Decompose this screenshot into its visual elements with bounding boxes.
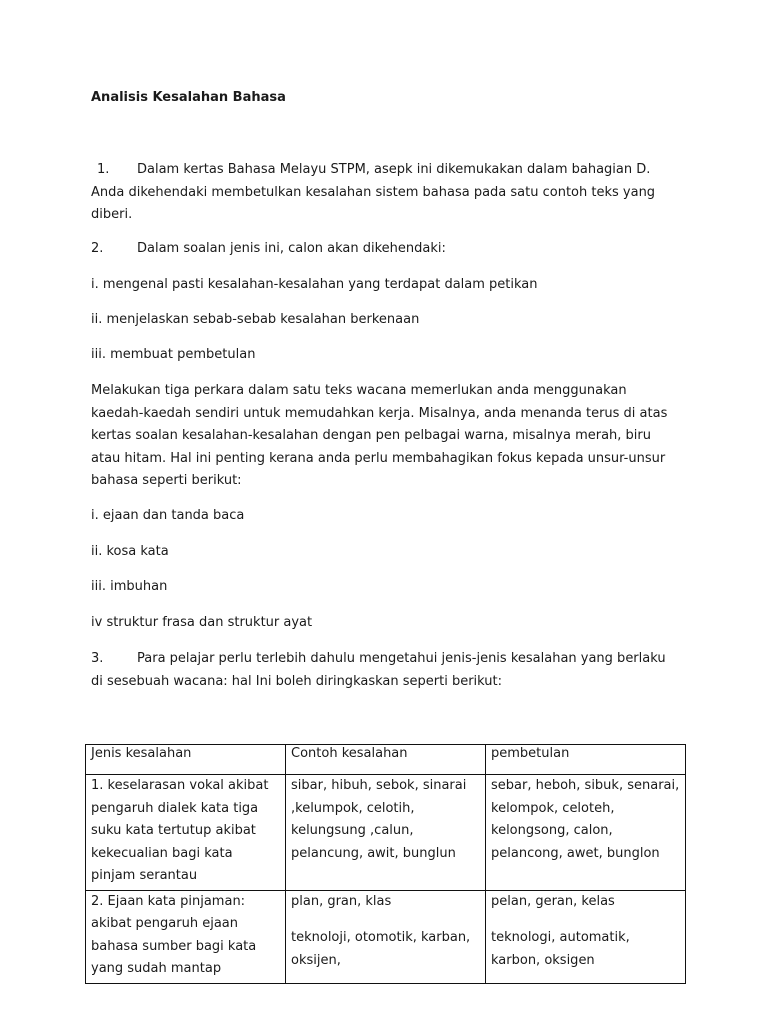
table-cell-line: plan, gran, klas — [291, 893, 392, 909]
paragraph-number: 2. — [91, 241, 104, 256]
table-header-cell: Contoh kesalahan — [286, 745, 486, 775]
table-row — [86, 775, 686, 891]
table-header-cell: pembetulan — [486, 745, 686, 775]
error-table — [85, 744, 686, 984]
paragraph-3: Melakukan tiga perkara dalam satu teks wacana memerlukan anda menggunakan kaedah-kaedah sendiri untuk memudahkan kerja. Misalnya, anda menanda terus di atas kertas soalan kesalahan-kesalahan dengan pen pelbagai warna, misalnya merah, biru atau hitam. Hal ini penting kerana anda perlu membahagikan fokus kepada unsur-unsur bahasa seperti berikut: — [91, 383, 668, 488]
list-item: i. mengenal pasti kesalahan-kesalahan yang terdapat dalam petikan — [91, 277, 538, 292]
list-item: ii. kosa kata — [91, 544, 169, 559]
table-cell-jenis: 2. Ejaan kata pinjaman: akibat pengaruh ejaan bahasa sumber bagi kata yang sudah mantap — [86, 890, 286, 983]
table-cell-line: teknoloji, otomotik, karban, oksijen, — [291, 930, 471, 968]
table-row — [86, 890, 686, 983]
list-item: i. ejaan dan tanda baca — [91, 508, 245, 523]
paragraph-1 — [91, 159, 681, 227]
paragraph-2 — [91, 238, 681, 261]
table-header-cell: Jenis kesalahan — [86, 745, 286, 775]
cell-spacer — [491, 913, 681, 927]
table-cell-contoh — [286, 890, 486, 983]
paragraph-4 — [91, 648, 681, 693]
paragraph-number: 3. — [91, 651, 104, 666]
cell-spacer — [291, 913, 481, 927]
table-cell-line: pelan, geran, kelas — [491, 893, 615, 909]
table-cell-line: teknologi, automatik, karbon, oksigen — [491, 930, 630, 968]
document-title: Analisis Kesalahan Bahasa — [91, 90, 286, 105]
list-item: ii. menjelaskan sebab-sebab kesalahan berkenaan — [91, 312, 420, 327]
list-item: iii. imbuhan — [91, 579, 168, 594]
table-cell-pembetulan — [486, 890, 686, 983]
table-header-row — [86, 745, 686, 775]
list-item: iv struktur frasa dan struktur ayat — [91, 615, 313, 630]
table-cell-contoh: sibar, hibuh, sebok, sinarai ,kelumpok, celotih, kelungsung ,calun, pelancung, awit, bunglun — [286, 775, 486, 891]
list-item: iii. membuat pembetulan — [91, 347, 256, 362]
table-cell-jenis: 1. keselarasan vokal akibat pengaruh dialek kata tiga suku kata tertutup akibat kekecualian bagi kata pinjam serantau — [86, 775, 286, 891]
paragraph-text: Para pelajar perlu terlebih dahulu mengetahui jenis-jenis kesalahan yang berlaku di sesebuah wacana: hal Ini boleh diringkaskan seperti berikut: — [91, 651, 666, 689]
table-cell-pembetulan: sebar, heboh, sibuk, senarai, kelompok, celoteh, kelongsong, calon, pelancong, awet, bunglon — [486, 775, 686, 891]
paragraph-number: 1. — [97, 162, 110, 177]
paragraph-text: Dalam kertas Bahasa Melayu STPM, asepk ini dikemukakan dalam bahagian D. Anda dikehendaki membetulkan kesalahan sistem bahasa pada satu contoh teks yang diberi. — [91, 162, 656, 222]
paragraph-text: Dalam soalan jenis ini, calon akan dikehendaki: — [137, 241, 446, 256]
